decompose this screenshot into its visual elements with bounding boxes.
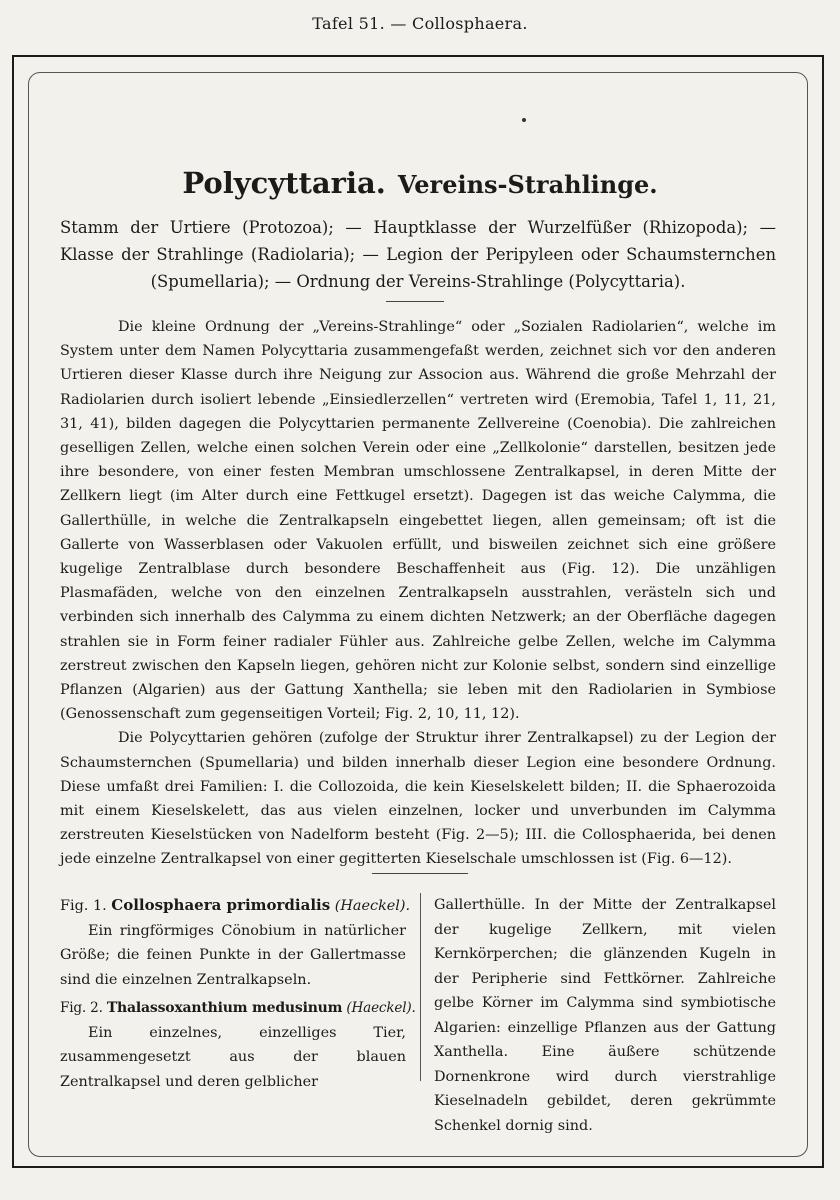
fig2-caption-continued: Gallerthülle. In der Mitte der Zentralkapsel der kugelige Zellkern, mit vielen Kernkörperchen; die glänzenden Kugeln in der Peripherie sind Fettkörner. Zahlreiche gelbe Körner im Calymma sind symbiotische Algarien: einzellige Pflanzen aus der Gattung Xanthella. Eine äußere schützende Dornenkrone wird durch vierstrahlige Kieselnadeln gebildet, deren gekrümmte Schenkel dornig sind. xyxy=(434,897,776,1134)
column-divider xyxy=(420,893,421,1081)
fig2-species: Thalassoxanthium medusinum xyxy=(106,1000,343,1016)
ornament-dot xyxy=(522,118,526,122)
title-german: Vereins-Strahlinge. xyxy=(397,170,658,199)
left-column xyxy=(60,893,416,1094)
fig1-species: Collosphaera primordialis xyxy=(111,896,331,914)
fig2-caption: Ein einzelnes, einzelliges Tier, zusammengesetzt aus der blauen Zentralkapsel und deren gelblicher xyxy=(60,1024,406,1090)
intro-paragraph: Die Polycyttarien gehören (zufolge der Struktur ihrer Zentralkapsel) zu der Legion der Schaumsternchen (Spumellaria) und bilden innerhalb dieser Legion eine besondere Ordnung. Diese umfaßt drei Familien: I. die Collozoida, die kein Kieselskelett bilden; II. die Sphaerozoida mit einem Kieselskelett, das aus vielen einzelnen, locker und unverbunden im Calymma zerstreuten Kieselstücken von Nadelform besteht (Fig. 2—5); III. die Collosphaerida, bei denen jede einzelne Zentralkapsel von einer gegitterten Kieselschale umschlossen ist (Fig. 6—12). xyxy=(60,730,776,868)
fig1-caption: Ein ringförmiges Cönobium in natürlicher Größe; die feinen Punkte in der Gallertmasse sind die einzelnen Zentralkapseln. xyxy=(60,922,406,988)
fig1-author: (Haeckel). xyxy=(334,898,411,914)
divider-rule xyxy=(372,873,468,874)
right-column xyxy=(434,893,776,1138)
fig2-author: (Haeckel). xyxy=(346,1000,416,1016)
fig1-heading xyxy=(60,893,411,919)
running-head: Tafel 51. — Collosphaera. xyxy=(312,14,528,33)
plate-title xyxy=(0,166,840,200)
intro-text xyxy=(60,315,776,872)
intro-paragraph: Die kleine Ordnung der „Vereins-Strahlinge“ oder „Sozialen Radiolarien“, welche im System unter dem Namen Polycyttaria zusammengefaßt werden, zeichnet sich vor den anderen Urtieren dieser Klasse durch ihre Neigung zur Associon aus. Während die große Mehrzahl der Radiolarien durch isoliert lebende „Einsiedlerzellen“ vertreten wird (Eremobia, Tafel 1, 11, 21, 31, 41), bilden dagegen die Polycyttarien permanente Zellvereine (Coenobia). Die zahlreichen geselligen Zellen, welche einen solchen Verein oder eine „Zellkolonie“ darstellen, besitzen jede ihre besondere, von einer festen Membran umschlossene Zentralkapsel, in deren Mitte der Zellkern liegt (im Alter durch eine Fettkugel ersetzt). Dagegen ist das weiche Calymma, die Gallerthülle, in welche die Zentralkapseln eingebettet liegen, allen gemeinsam; oft ist die Gallerte von Wasserblasen oder Vakuolen erfüllt, und bisweilen zeichnet sich eine größere kugelige Zentralblase durch besondere Beschaffenheit aus (Fig. 12). Die unzähligen Plasmafäden, welche von den einzelnen Zentralkapseln ausstrahlen, verästeln sich und verbinden sich innerhalb des Calymma zu einem dichten Netzwerk; an der Oberfläche dagegen strahlen sie in Form feiner radialer Fühler aus. Zahlreiche gelbe Zellen, welche im Calymma zerstreut zwischen den Kapseln liegen, gehören nicht zur Kolonie selbst, sondern sind einzellige Pflanzen (Algarien) aus der Gattung Xanthella; sie leben mit den Radiolarien in Symbiose (Genossenschaft zum gegenseitigen Vorteil; Fig. 2, 10, 11, 12). xyxy=(60,319,776,723)
title-main: Polycyttaria. xyxy=(182,166,386,200)
fig2-heading xyxy=(60,996,416,1021)
classification-line: Stamm der Urtiere (Protozoa); — Hauptklasse der Wurzelfüßer (Rhizopoda); — Klasse der Strahlinge (Radiolaria); — Legion der Peripyleen oder Schaumsternchen (Spumellaria); — Ordnung der Vereins-Strahlinge (Polycyttaria). xyxy=(60,218,776,291)
divider-rule xyxy=(386,301,444,302)
fig2-label: Fig. 2. xyxy=(60,1000,103,1016)
fig1-label: Fig. 1. xyxy=(60,898,107,914)
